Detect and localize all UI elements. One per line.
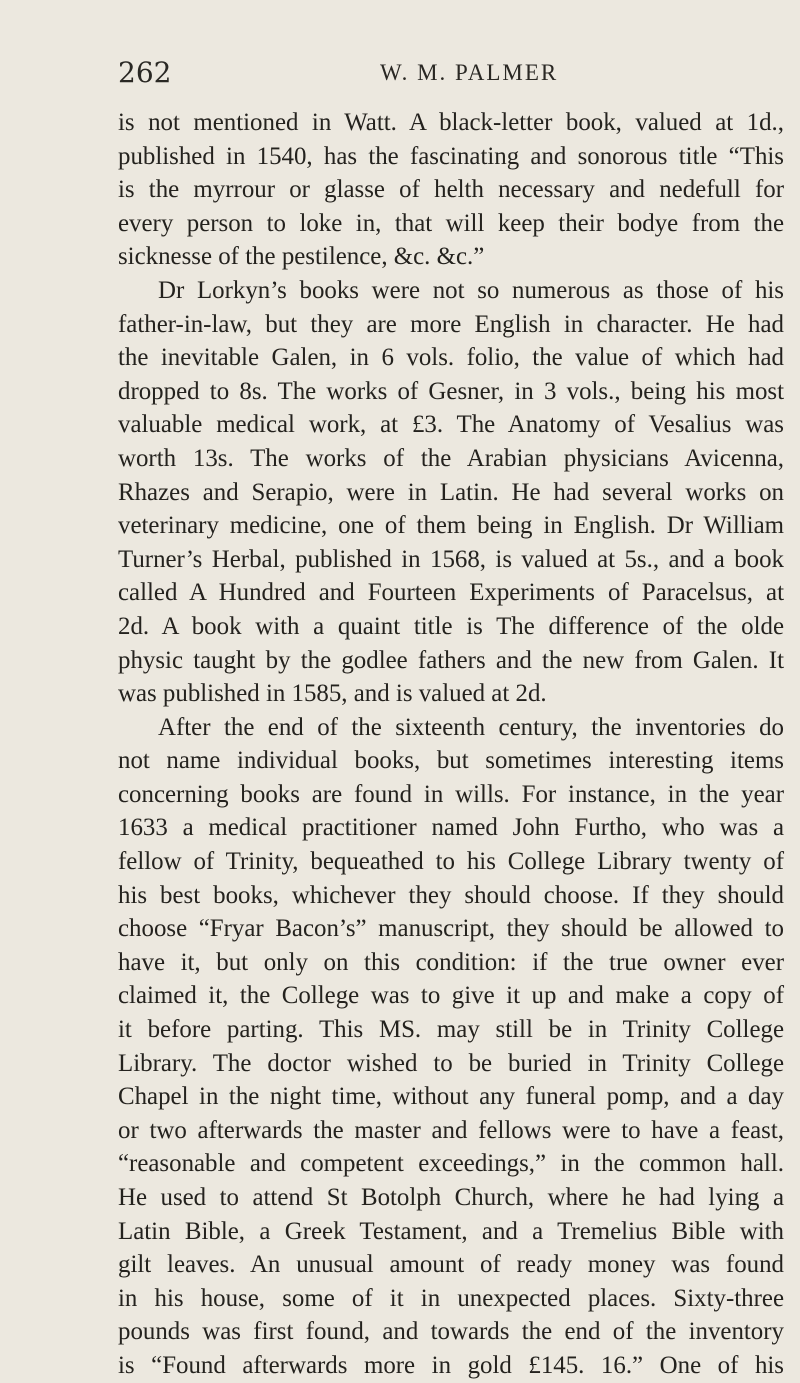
text-line: gilt leaves. An unusual amount of ready money was found <box>118 1251 784 1279</box>
text-line: sicknesse of the pestilence, &c. &c.” <box>118 243 485 271</box>
text-line: is the myrrour or glasse of helth necessary and nedefull for <box>118 176 784 204</box>
text-line: physic taught by the godlee fathers and the new from Galen. It <box>118 646 784 674</box>
text-line: have it, but only on this condition: if the true owner ever <box>118 948 784 976</box>
text-line: worth 13s. The works of the Arabian physicians Avicenna, <box>118 444 784 472</box>
text-line: pounds was first found, and towards the end of the inventory <box>118 1318 784 1346</box>
text-line: concerning books are found in wills. For instance, in the year <box>118 780 784 808</box>
text-line: is not mentioned in Watt. A black-letter book, valued at 1d., <box>118 109 784 136</box>
text-line: is “Found afterwards more in gold £145. 16.” One of his <box>118 1351 784 1379</box>
text-line: called A Hundred and Fourteen Experiments of Paracelsus, at <box>118 579 784 607</box>
text-line: father-in-law, but they are more English in character. He had <box>118 310 784 338</box>
text-line: Turner’s Herbal, published in 1568, is valued at 5s., and a book <box>118 545 784 573</box>
text-line: Library. The doctor wished to be buried in Trinity College <box>118 1049 784 1077</box>
text-line: claimed it, the College was to give it up and make a copy of <box>118 982 784 1010</box>
text-line: 1633 a medical practitioner named John Furtho, who was a <box>118 814 784 842</box>
text-line: not name individual books, but sometimes interesting items <box>118 747 784 775</box>
text-line: valuable medical work, at £3. The Anatomy of Vesalius was <box>118 411 784 439</box>
text-line: was published in 1585, and is valued at 2d. <box>118 680 547 708</box>
text-line: veterinary medicine, one of them being in English. Dr William <box>118 512 784 540</box>
running-head <box>118 56 784 98</box>
text-line: it before parting. This MS. may still be in Trinity College <box>118 1016 784 1044</box>
text-line: choose “Fryar Bacon’s” manuscript, they should be allowed to <box>118 915 784 943</box>
text-line: Chapel in the night time, without any funeral pomp, and a day <box>118 1083 784 1111</box>
text-line: dropped to 8s. The works of Gesner, in 3 vols., being his most <box>118 377 784 405</box>
text-line: He used to attend St Botolph Church, where he had lying a <box>118 1184 784 1211</box>
text-line: published in 1540, has the fascinating and sonorous title “This <box>118 142 784 170</box>
text-line: his best books, whichever they should choose. If they should <box>118 881 784 909</box>
paragraph-start-line: After the end of the sixteenth century, the inventories do <box>158 713 784 741</box>
text-line: Latin Bible, a Greek Testament, and a Tremelius Bible with <box>118 1217 784 1245</box>
text-line: fellow of Trinity, bequeathed to his College Library twenty of <box>118 848 784 876</box>
text-line: “reasonable and competent exceedings,” in the common hall. <box>118 1150 784 1178</box>
page-number: 262 <box>118 56 172 89</box>
text-line: the inevitable Galen, in 6 vols. folio, the value of which had <box>118 344 784 372</box>
text-line: every person to loke in, that will keep their bodye from the <box>118 209 784 237</box>
running-title: W. M. PALMER <box>380 60 559 85</box>
body-text <box>118 106 784 1383</box>
text-line: Rhazes and Serapio, were in Latin. He had several works on <box>118 478 784 506</box>
text-line: 2d. A book with a quaint title is The difference of the olde <box>118 612 784 640</box>
paragraph-start-line: Dr Lorkyn’s books were not so numerous as those of his <box>158 276 784 304</box>
text-line: or two afterwards the master and fellows were to have a feast, <box>118 1116 784 1144</box>
text-line: in his house, some of it in unexpected places. Sixty-three <box>118 1284 784 1312</box>
